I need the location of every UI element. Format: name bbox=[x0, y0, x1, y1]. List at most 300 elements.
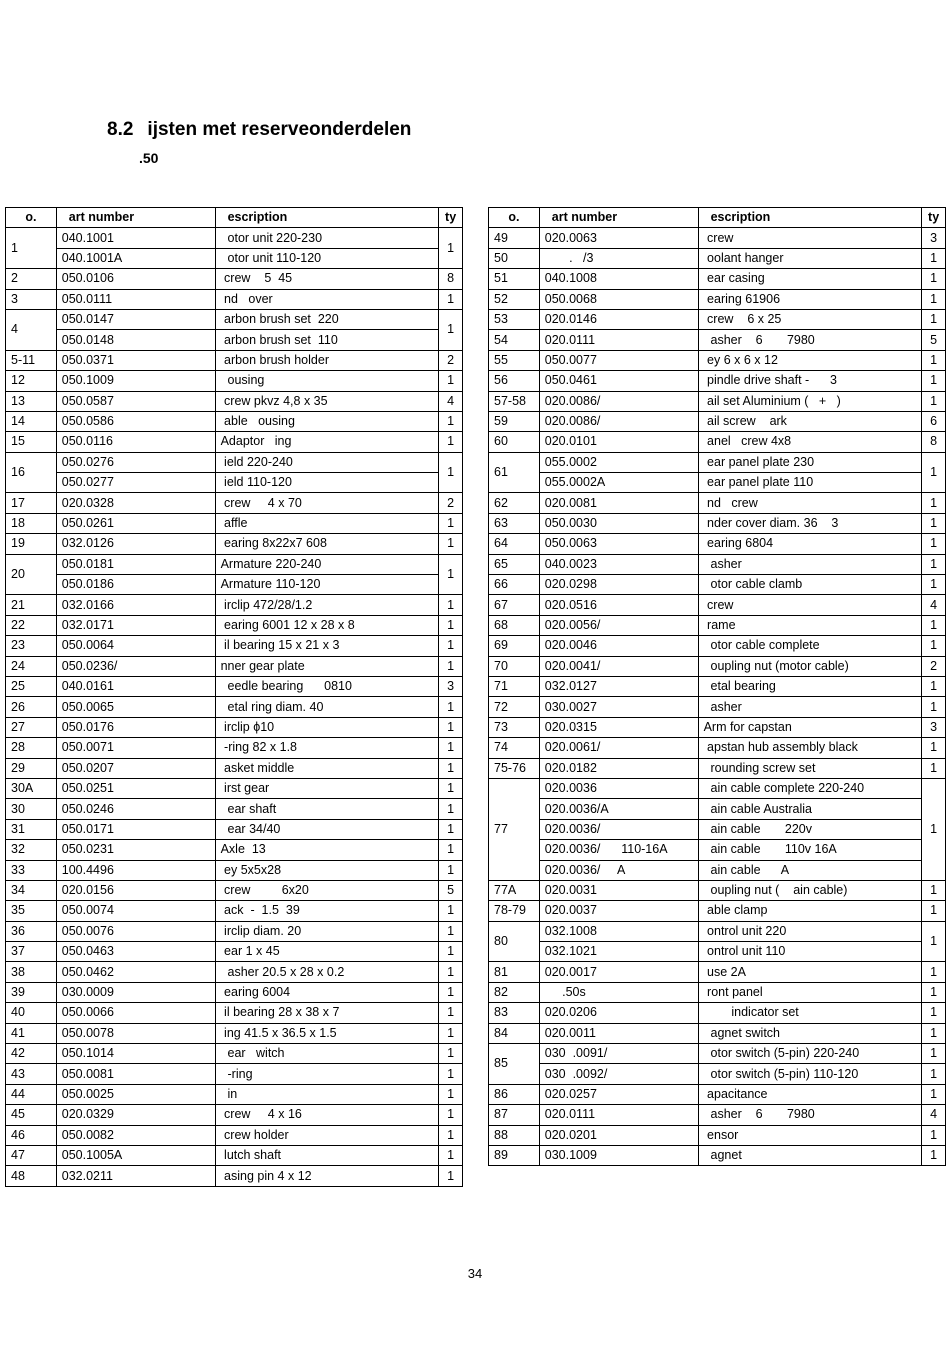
cell-art-number: 040.0023 bbox=[539, 554, 698, 574]
cell-quantity: 1 bbox=[922, 982, 946, 1002]
cell-art-number: 020.0156 bbox=[56, 880, 215, 900]
cell-art-number: 050.0148 bbox=[56, 330, 215, 350]
cell-item-no: 62 bbox=[489, 493, 540, 513]
cell-item-no: 18 bbox=[6, 513, 57, 533]
cell-item-no: 65 bbox=[489, 554, 540, 574]
cell-item-no: 15 bbox=[6, 432, 57, 452]
cell-art-number: 040.0161 bbox=[56, 676, 215, 696]
table-row bbox=[489, 289, 946, 309]
cell-description: otor switch (5-pin) 110-120 bbox=[698, 1064, 922, 1084]
cell-quantity: 8 bbox=[922, 432, 946, 452]
cell-item-no: 35 bbox=[6, 901, 57, 921]
cell-item-no: 16 bbox=[6, 452, 57, 493]
table-row bbox=[489, 493, 946, 513]
cell-description: ield 110-120 bbox=[215, 473, 439, 493]
cell-item-no: 21 bbox=[6, 595, 57, 615]
cell-quantity: 1 bbox=[439, 717, 463, 737]
cell-item-no: 61 bbox=[489, 452, 540, 493]
cell-description: ousing bbox=[215, 371, 439, 391]
cell-quantity: 1 bbox=[439, 289, 463, 309]
cell-art-number: 055.0002 bbox=[539, 452, 698, 472]
cell-description: rame bbox=[698, 615, 922, 635]
cell-quantity: 1 bbox=[922, 921, 946, 962]
table-row bbox=[6, 982, 463, 1002]
cell-description: asher 20.5 x 28 x 0.2 bbox=[215, 962, 439, 982]
cell-description: crew 4 x 70 bbox=[215, 493, 439, 513]
table-row bbox=[6, 1125, 463, 1145]
cell-item-no: 68 bbox=[489, 615, 540, 635]
cell-item-no: 33 bbox=[6, 860, 57, 880]
table-row bbox=[489, 921, 946, 941]
table-row bbox=[489, 636, 946, 656]
cell-art-number: 050.0071 bbox=[56, 738, 215, 758]
table-row bbox=[6, 636, 463, 656]
table-row bbox=[6, 1105, 463, 1125]
cell-description: crew 6x20 bbox=[215, 880, 439, 900]
cell-item-no: 12 bbox=[6, 371, 57, 391]
cell-quantity: 1 bbox=[922, 289, 946, 309]
table-row bbox=[489, 1044, 946, 1064]
cell-art-number: 020.0101 bbox=[539, 432, 698, 452]
cell-art-number: 020.0298 bbox=[539, 575, 698, 595]
cell-item-no: 4 bbox=[6, 309, 57, 350]
cell-description: ear panel plate 230 bbox=[698, 452, 922, 472]
cell-quantity: 1 bbox=[439, 432, 463, 452]
cell-art-number: 050.0030 bbox=[539, 513, 698, 533]
table-row bbox=[489, 269, 946, 289]
table-row bbox=[489, 1084, 946, 1104]
cell-description: earing 61906 bbox=[698, 289, 922, 309]
cell-art-number: 020.0111 bbox=[539, 330, 698, 350]
cell-item-no: 27 bbox=[6, 717, 57, 737]
cell-art-number: 050.0181 bbox=[56, 554, 215, 574]
cell-quantity: 1 bbox=[922, 1023, 946, 1043]
cell-quantity: 1 bbox=[922, 391, 946, 411]
column-header-no: o. bbox=[489, 208, 540, 228]
parts-table-left bbox=[5, 207, 463, 1187]
cell-art-number: . /3 bbox=[539, 248, 698, 268]
cell-quantity: 1 bbox=[922, 309, 946, 329]
cell-item-no: 40 bbox=[6, 1003, 57, 1023]
cell-item-no: 25 bbox=[6, 676, 57, 696]
cell-art-number: 020.0086/ bbox=[539, 411, 698, 431]
cell-description: in bbox=[215, 1084, 439, 1104]
cell-art-number: 050.0081 bbox=[56, 1064, 215, 1084]
cell-art-number: 050.0231 bbox=[56, 840, 215, 860]
cell-description: ear 1 x 45 bbox=[215, 942, 439, 962]
cell-art-number: 050.1009 bbox=[56, 371, 215, 391]
cell-item-no: 77 bbox=[489, 778, 540, 880]
cell-art-number: 020.0046 bbox=[539, 636, 698, 656]
cell-item-no: 23 bbox=[6, 636, 57, 656]
cell-quantity: 1 bbox=[439, 1064, 463, 1084]
cell-description: crew 6 x 25 bbox=[698, 309, 922, 329]
table-row bbox=[6, 819, 463, 839]
cell-item-no: 72 bbox=[489, 697, 540, 717]
cell-art-number: 020.0036 bbox=[539, 778, 698, 798]
cell-description: apacitance bbox=[698, 1084, 922, 1104]
cell-quantity: 1 bbox=[439, 615, 463, 635]
table-row bbox=[489, 738, 946, 758]
cell-description: earing 8x22x7 608 bbox=[215, 534, 439, 554]
cell-item-no: 45 bbox=[6, 1105, 57, 1125]
cell-quantity: 2 bbox=[439, 493, 463, 513]
cell-quantity: 5 bbox=[439, 880, 463, 900]
cell-description: ey 5x5x28 bbox=[215, 860, 439, 880]
cell-description: otor unit 220-230 bbox=[215, 228, 439, 248]
cell-quantity: 1 bbox=[439, 962, 463, 982]
table-row bbox=[489, 1125, 946, 1145]
table-row bbox=[489, 330, 946, 350]
cell-quantity: 1 bbox=[922, 1044, 946, 1064]
cell-art-number: 020.0061/ bbox=[539, 738, 698, 758]
column-header-art: art number bbox=[56, 208, 215, 228]
cell-art-number: 032.0171 bbox=[56, 615, 215, 635]
cell-quantity: 1 bbox=[922, 269, 946, 289]
cell-art-number: 050.0077 bbox=[539, 350, 698, 370]
cell-description: asher bbox=[698, 554, 922, 574]
cell-art-number: 050.0277 bbox=[56, 473, 215, 493]
cell-art-number: 050.0063 bbox=[539, 534, 698, 554]
cell-art-number: 050.1014 bbox=[56, 1044, 215, 1064]
cell-item-no: 14 bbox=[6, 411, 57, 431]
cell-art-number: 030.1009 bbox=[539, 1145, 698, 1165]
cell-item-no: 56 bbox=[489, 371, 540, 391]
cell-art-number: 050.0236/ bbox=[56, 656, 215, 676]
table-row bbox=[489, 840, 946, 860]
cell-quantity: 1 bbox=[439, 595, 463, 615]
cell-item-no: 47 bbox=[6, 1145, 57, 1165]
cell-description: ey 6 x 6 x 12 bbox=[698, 350, 922, 370]
table-row bbox=[6, 717, 463, 737]
cell-quantity: 1 bbox=[922, 901, 946, 921]
cell-item-no: 46 bbox=[6, 1125, 57, 1145]
cell-art-number: 040.1008 bbox=[539, 269, 698, 289]
cell-art-number: 020.0017 bbox=[539, 962, 698, 982]
cell-description: ear panel plate 110 bbox=[698, 473, 922, 493]
cell-item-no: 30 bbox=[6, 799, 57, 819]
cell-description: crew holder bbox=[215, 1125, 439, 1145]
header-row bbox=[6, 208, 463, 228]
cell-item-no: 63 bbox=[489, 513, 540, 533]
table-row bbox=[489, 717, 946, 737]
table-row bbox=[489, 452, 946, 472]
cell-quantity: 1 bbox=[922, 575, 946, 595]
cell-quantity: 1 bbox=[439, 1145, 463, 1165]
cell-description: agnet switch bbox=[698, 1023, 922, 1043]
cell-quantity: 1 bbox=[439, 942, 463, 962]
cell-description: ontrol unit 110 bbox=[698, 942, 922, 962]
cell-art-number: 050.0176 bbox=[56, 717, 215, 737]
cell-art-number: 032.0127 bbox=[539, 676, 698, 696]
cell-quantity: 1 bbox=[922, 493, 946, 513]
table-row bbox=[6, 1064, 463, 1084]
cell-description: nd over bbox=[215, 289, 439, 309]
cell-art-number: 050.1005A bbox=[56, 1145, 215, 1165]
cell-item-no: 70 bbox=[489, 656, 540, 676]
cell-description: lutch shaft bbox=[215, 1145, 439, 1165]
cell-description: earing 6804 bbox=[698, 534, 922, 554]
table-row bbox=[6, 799, 463, 819]
cell-quantity: 1 bbox=[922, 738, 946, 758]
section-number: 8.2 bbox=[107, 119, 134, 140]
cell-description: ain cable 220v bbox=[698, 819, 922, 839]
table-row bbox=[6, 697, 463, 717]
cell-quantity: 1 bbox=[439, 656, 463, 676]
cell-item-no: 54 bbox=[489, 330, 540, 350]
cell-description: indicator set bbox=[698, 1003, 922, 1023]
table-row bbox=[489, 309, 946, 329]
table-row bbox=[6, 391, 463, 411]
cell-description: anel crew 4x8 bbox=[698, 432, 922, 452]
cell-art-number: 050.0246 bbox=[56, 799, 215, 819]
cell-art-number: 050.0587 bbox=[56, 391, 215, 411]
column-header-qty: ty bbox=[439, 208, 463, 228]
cell-quantity: 5 bbox=[922, 330, 946, 350]
cell-item-no: 69 bbox=[489, 636, 540, 656]
cell-item-no: 71 bbox=[489, 676, 540, 696]
cell-art-number: 020.0081 bbox=[539, 493, 698, 513]
cell-quantity: 8 bbox=[439, 269, 463, 289]
cell-art-number: 020.0037 bbox=[539, 901, 698, 921]
cell-description: use 2A bbox=[698, 962, 922, 982]
cell-art-number: 020.0315 bbox=[539, 717, 698, 737]
cell-description: nd crew bbox=[698, 493, 922, 513]
table-row bbox=[489, 575, 946, 595]
table-row bbox=[6, 432, 463, 452]
cell-art-number: 050.0025 bbox=[56, 1084, 215, 1104]
cell-item-no: 28 bbox=[6, 738, 57, 758]
table-row bbox=[6, 595, 463, 615]
table-row bbox=[6, 901, 463, 921]
cell-quantity: 1 bbox=[439, 228, 463, 269]
cell-art-number: 020.0036/ 110-16A bbox=[539, 840, 698, 860]
cell-description: irst gear bbox=[215, 778, 439, 798]
cell-item-no: 19 bbox=[6, 534, 57, 554]
cell-art-number: 020.0329 bbox=[56, 1105, 215, 1125]
cell-quantity: 1 bbox=[439, 778, 463, 798]
table-row bbox=[6, 1044, 463, 1064]
cell-item-no: 42 bbox=[6, 1044, 57, 1064]
table-row bbox=[6, 473, 463, 493]
cell-item-no: 84 bbox=[489, 1023, 540, 1043]
cell-item-no: 44 bbox=[6, 1084, 57, 1104]
cell-art-number: 020.0036/ bbox=[539, 819, 698, 839]
cell-art-number: 020.0516 bbox=[539, 595, 698, 615]
cell-quantity: 1 bbox=[439, 1084, 463, 1104]
cell-description: asing pin 4 x 12 bbox=[215, 1166, 439, 1186]
cell-item-no: 43 bbox=[6, 1064, 57, 1084]
table-row bbox=[489, 1003, 946, 1023]
cell-item-no: 50 bbox=[489, 248, 540, 268]
cell-art-number: 050.0207 bbox=[56, 758, 215, 778]
cell-description: crew 4 x 16 bbox=[215, 1105, 439, 1125]
column-header-art: art number bbox=[539, 208, 698, 228]
cell-quantity: 6 bbox=[922, 411, 946, 431]
cell-art-number: 050.0074 bbox=[56, 901, 215, 921]
cell-description: ensor bbox=[698, 1125, 922, 1145]
table-row bbox=[6, 452, 463, 472]
cell-item-no: 22 bbox=[6, 615, 57, 635]
cell-item-no: 30A bbox=[6, 778, 57, 798]
cell-art-number: 030 .0092/ bbox=[539, 1064, 698, 1084]
cell-item-no: 77A bbox=[489, 880, 540, 900]
cell-quantity: 3 bbox=[922, 228, 946, 248]
table-row bbox=[6, 309, 463, 329]
cell-item-no: 55 bbox=[489, 350, 540, 370]
cell-quantity: 1 bbox=[922, 248, 946, 268]
cell-description: ontrol unit 220 bbox=[698, 921, 922, 941]
cell-description: crew 5 45 bbox=[215, 269, 439, 289]
cell-description: ain cable A bbox=[698, 860, 922, 880]
table-row bbox=[489, 962, 946, 982]
cell-art-number: 030.0027 bbox=[539, 697, 698, 717]
table-row bbox=[6, 880, 463, 900]
table-row bbox=[489, 513, 946, 533]
cell-art-number: 032.1021 bbox=[539, 942, 698, 962]
cell-art-number: 040.1001A bbox=[56, 248, 215, 268]
table-row bbox=[6, 575, 463, 595]
cell-quantity: 1 bbox=[439, 697, 463, 717]
table-row bbox=[6, 248, 463, 268]
header-row bbox=[489, 208, 946, 228]
cell-quantity: 1 bbox=[922, 1064, 946, 1084]
cell-quantity: 1 bbox=[922, 1125, 946, 1145]
cell-quantity: 1 bbox=[922, 778, 946, 880]
cell-description: -ring bbox=[215, 1064, 439, 1084]
cell-art-number: 050.0111 bbox=[56, 289, 215, 309]
cell-art-number: 050.0171 bbox=[56, 819, 215, 839]
cell-quantity: 4 bbox=[439, 391, 463, 411]
cell-item-no: 2 bbox=[6, 269, 57, 289]
parts-table-right bbox=[488, 207, 946, 1166]
cell-item-no: 80 bbox=[489, 921, 540, 962]
cell-description: ail set Aluminium ( + ) bbox=[698, 391, 922, 411]
cell-art-number: 020.0036/A bbox=[539, 799, 698, 819]
cell-quantity: 1 bbox=[439, 901, 463, 921]
cell-quantity: 1 bbox=[439, 1105, 463, 1125]
cell-description: ail screw ark bbox=[698, 411, 922, 431]
cell-quantity: 1 bbox=[439, 513, 463, 533]
cell-item-no: 74 bbox=[489, 738, 540, 758]
cell-description: Armature 220-240 bbox=[215, 554, 439, 574]
cell-description: pindle drive shaft - 3 bbox=[698, 371, 922, 391]
cell-art-number: 020.0146 bbox=[539, 309, 698, 329]
section-title: ijsten met reserveonderdelen bbox=[147, 119, 412, 140]
cell-description: ing 41.5 x 36.5 x 1.5 bbox=[215, 1023, 439, 1043]
cell-description: ront panel bbox=[698, 982, 922, 1002]
cell-art-number: 032.0211 bbox=[56, 1166, 215, 1186]
cell-description: nner gear plate bbox=[215, 656, 439, 676]
cell-description: etal ring diam. 40 bbox=[215, 697, 439, 717]
cell-quantity: 1 bbox=[439, 1003, 463, 1023]
table-row bbox=[6, 840, 463, 860]
table-row bbox=[6, 738, 463, 758]
cell-art-number: 050.0116 bbox=[56, 432, 215, 452]
cell-item-no: 75-76 bbox=[489, 758, 540, 778]
cell-description: oupling nut (motor cable) bbox=[698, 656, 922, 676]
cell-description: Arm for capstan bbox=[698, 717, 922, 737]
cell-description: able ousing bbox=[215, 411, 439, 431]
cell-description: crew pkvz 4,8 x 35 bbox=[215, 391, 439, 411]
table-row bbox=[489, 1105, 946, 1125]
cell-quantity: 1 bbox=[439, 1023, 463, 1043]
cell-quantity: 1 bbox=[439, 1166, 463, 1186]
cell-quantity: 2 bbox=[922, 656, 946, 676]
cell-description: asher 6 7980 bbox=[698, 330, 922, 350]
cell-quantity: 1 bbox=[439, 982, 463, 1002]
cell-art-number: 040.1001 bbox=[56, 228, 215, 248]
cell-quantity: 1 bbox=[922, 554, 946, 574]
cell-quantity: 1 bbox=[922, 962, 946, 982]
cell-item-no: 78-79 bbox=[489, 901, 540, 921]
cell-description: Adaptor ing bbox=[215, 432, 439, 452]
cell-quantity: 1 bbox=[922, 534, 946, 554]
cell-description: etal bearing bbox=[698, 676, 922, 696]
table-row bbox=[489, 554, 946, 574]
cell-item-no: 34 bbox=[6, 880, 57, 900]
table-row bbox=[6, 656, 463, 676]
cell-description: arbon brush set 220 bbox=[215, 309, 439, 329]
table-row bbox=[6, 860, 463, 880]
table-row bbox=[489, 248, 946, 268]
cell-quantity: 1 bbox=[439, 819, 463, 839]
cell-item-no: 37 bbox=[6, 942, 57, 962]
cell-art-number: 020.0086/ bbox=[539, 391, 698, 411]
cell-item-no: 83 bbox=[489, 1003, 540, 1023]
cell-description: agnet bbox=[698, 1145, 922, 1165]
table-row bbox=[6, 411, 463, 431]
cell-description: eedle bearing 0810 bbox=[215, 676, 439, 696]
table-row bbox=[489, 371, 946, 391]
cell-quantity: 1 bbox=[439, 309, 463, 350]
cell-description: ack - 1.5 39 bbox=[215, 901, 439, 921]
cell-description: il bearing 15 x 21 x 3 bbox=[215, 636, 439, 656]
cell-art-number: 100.4496 bbox=[56, 860, 215, 880]
cell-description: irclip 472/28/1.2 bbox=[215, 595, 439, 615]
table-row bbox=[6, 1145, 463, 1165]
cell-art-number: 050.0463 bbox=[56, 942, 215, 962]
table-row bbox=[6, 1023, 463, 1043]
table-row bbox=[6, 758, 463, 778]
cell-item-no: 49 bbox=[489, 228, 540, 248]
cell-quantity: 1 bbox=[922, 880, 946, 900]
cell-item-no: 32 bbox=[6, 840, 57, 860]
cell-item-no: 53 bbox=[489, 309, 540, 329]
cell-description: irclip ϕ10 bbox=[215, 717, 439, 737]
cell-description: ear witch bbox=[215, 1044, 439, 1064]
cell-item-no: 51 bbox=[489, 269, 540, 289]
table-row bbox=[489, 228, 946, 248]
cell-description: arbon brush set 110 bbox=[215, 330, 439, 350]
table-row bbox=[6, 228, 463, 248]
column-header-desc: escription bbox=[698, 208, 922, 228]
cell-art-number: 050.0147 bbox=[56, 309, 215, 329]
table-row bbox=[489, 1064, 946, 1084]
cell-art-number: 020.0056/ bbox=[539, 615, 698, 635]
cell-art-number: 020.0063 bbox=[539, 228, 698, 248]
table-row bbox=[489, 615, 946, 635]
cell-art-number: 020.0031 bbox=[539, 880, 698, 900]
cell-description: ield 220-240 bbox=[215, 452, 439, 472]
cell-description: earing 6004 bbox=[215, 982, 439, 1002]
cell-quantity: 1 bbox=[922, 1003, 946, 1023]
cell-description: asket middle bbox=[215, 758, 439, 778]
cell-description: oolant hanger bbox=[698, 248, 922, 268]
page-number: 34 bbox=[467, 1266, 483, 1281]
table-row bbox=[6, 330, 463, 350]
cell-item-no: 31 bbox=[6, 819, 57, 839]
